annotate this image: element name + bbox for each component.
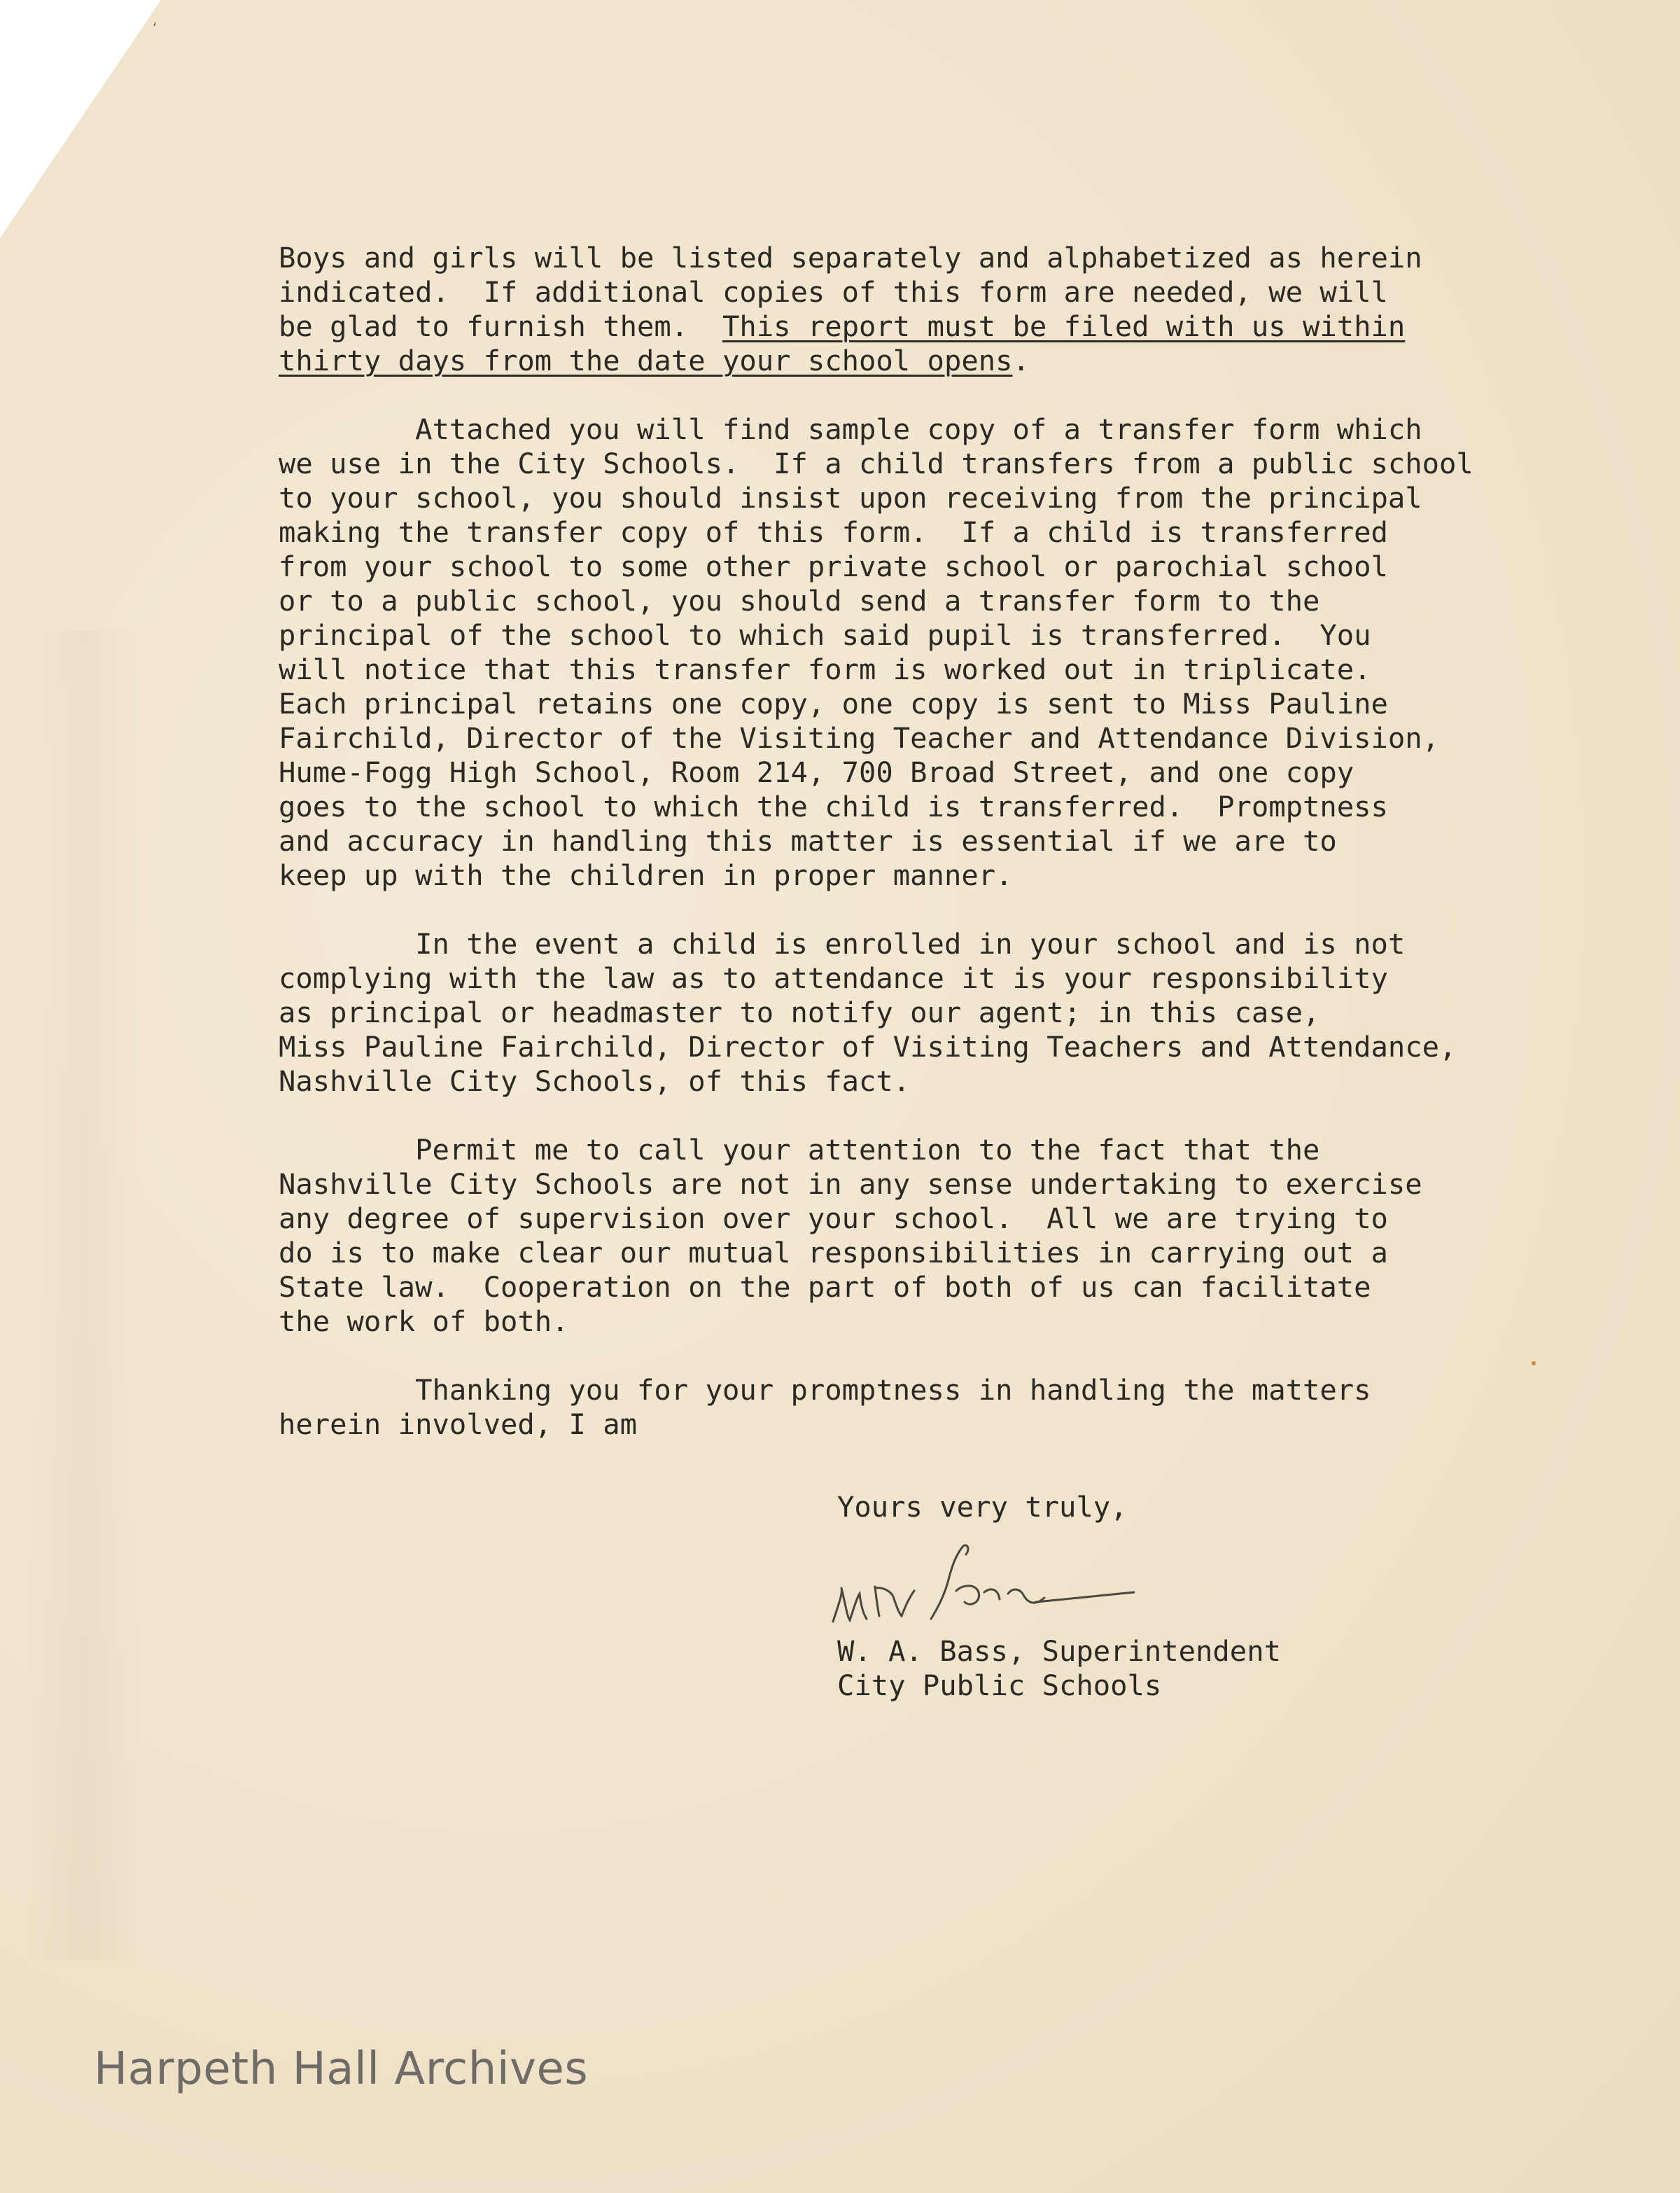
p2-line: or to a public school, you should send a transfer form to the xyxy=(279,584,1320,618)
handwritten-signature xyxy=(826,1538,1162,1643)
p3-line: complying with the law as to attendance it is your responsibility xyxy=(279,961,1388,995)
paragraph-2 xyxy=(279,412,1474,893)
p1-period: . xyxy=(1012,344,1030,377)
p2-line: will notice that this transfer form is worked out in triplicate. xyxy=(279,653,1371,686)
p4-line: Nashville City Schools are not in any sense undertaking to exercise xyxy=(279,1167,1422,1201)
corner-mark-icon: ‘ xyxy=(153,20,158,36)
paragraph-3 xyxy=(279,927,1469,1099)
p4-line: Permit me to call your attention to the fact that the xyxy=(279,1133,1320,1167)
p4-line: any degree of supervision over your school. All we are trying to xyxy=(279,1202,1388,1235)
p3-line: Nashville City Schools, of this fact. xyxy=(279,1064,911,1098)
p2-line: Each principal retains one copy, one copy is sent to Miss Pauline xyxy=(279,687,1388,720)
p3-line: as principal or headmaster to notify our agent; in this case, xyxy=(279,996,1320,1029)
paragraph-4 xyxy=(279,1133,1469,1339)
p2-line: goes to the school to which the child is transferred. Promptness xyxy=(279,790,1388,823)
p5-line: Thanking you for your promptness in handling the matters xyxy=(279,1373,1371,1407)
p3-line: In the event a child is enrolled in your school and is not xyxy=(279,927,1406,961)
p2-line: we use in the City Schools. If a child transfers from a public school xyxy=(279,447,1474,480)
p4-line: the work of both. xyxy=(279,1304,569,1338)
show-through-bleed xyxy=(28,630,140,1961)
folded-corner xyxy=(0,0,161,238)
p2-line: to your school, you should insist upon receiving from the principal xyxy=(279,481,1422,515)
p2-line: making the transfer copy of this form. If a child is transferred xyxy=(279,515,1388,549)
p2-line: from your school to some other private school or parochial school xyxy=(279,550,1388,583)
paragraph-1 xyxy=(279,241,1469,378)
p4-line: do is to make clear our mutual responsibilities in carrying out a xyxy=(279,1236,1388,1269)
p2-line: keep up with the children in proper manner. xyxy=(279,858,1013,892)
complimentary-close: Yours very truly, xyxy=(837,1490,1128,1524)
p1-line-2: indicated. If additional copies of this form are needed, we will xyxy=(279,275,1388,309)
p2-line: Fairchild, Director of the Visiting Teacher and Attendance Division, xyxy=(279,721,1440,755)
p2-line: principal of the school to which said pupil is transferred. You xyxy=(279,618,1371,652)
letter-body xyxy=(279,241,1474,1442)
ink-speck xyxy=(1532,1361,1536,1365)
p1-line-1: Boys and girls will be listed separately and alphabetized as herein xyxy=(279,241,1422,274)
p5-line: herein involved, I am xyxy=(279,1407,638,1441)
archive-watermark: Harpeth Hall Archives xyxy=(94,2043,589,2095)
p2-line: Hume-Fogg High School, Room 214, 700 Broad Street, and one copy xyxy=(279,756,1354,789)
p2-line: and accuracy in handling this matter is essential if we are to xyxy=(279,824,1337,858)
signer-name: W. A. Bass, Superintendent xyxy=(837,1634,1281,1668)
signer-organization: City Public Schools xyxy=(837,1669,1162,1702)
paragraph-5 xyxy=(279,1373,1469,1442)
filing-deadline-underlined-2: thirty days from the date your school opens xyxy=(279,344,1013,377)
p2-line: Attached you will find sample copy of a transfer form which xyxy=(279,412,1422,446)
p3-line: Miss Pauline Fairchild, Director of Visiting Teachers and Attendance, xyxy=(279,1030,1457,1064)
p1-line-3: be glad to furnish them. xyxy=(279,309,722,343)
filing-deadline-underlined-1: This report must be filed with us within xyxy=(722,309,1406,343)
p4-line: State law. Cooperation on the part of both of us can facilitate xyxy=(279,1270,1371,1304)
signer-block xyxy=(837,1634,1281,1703)
